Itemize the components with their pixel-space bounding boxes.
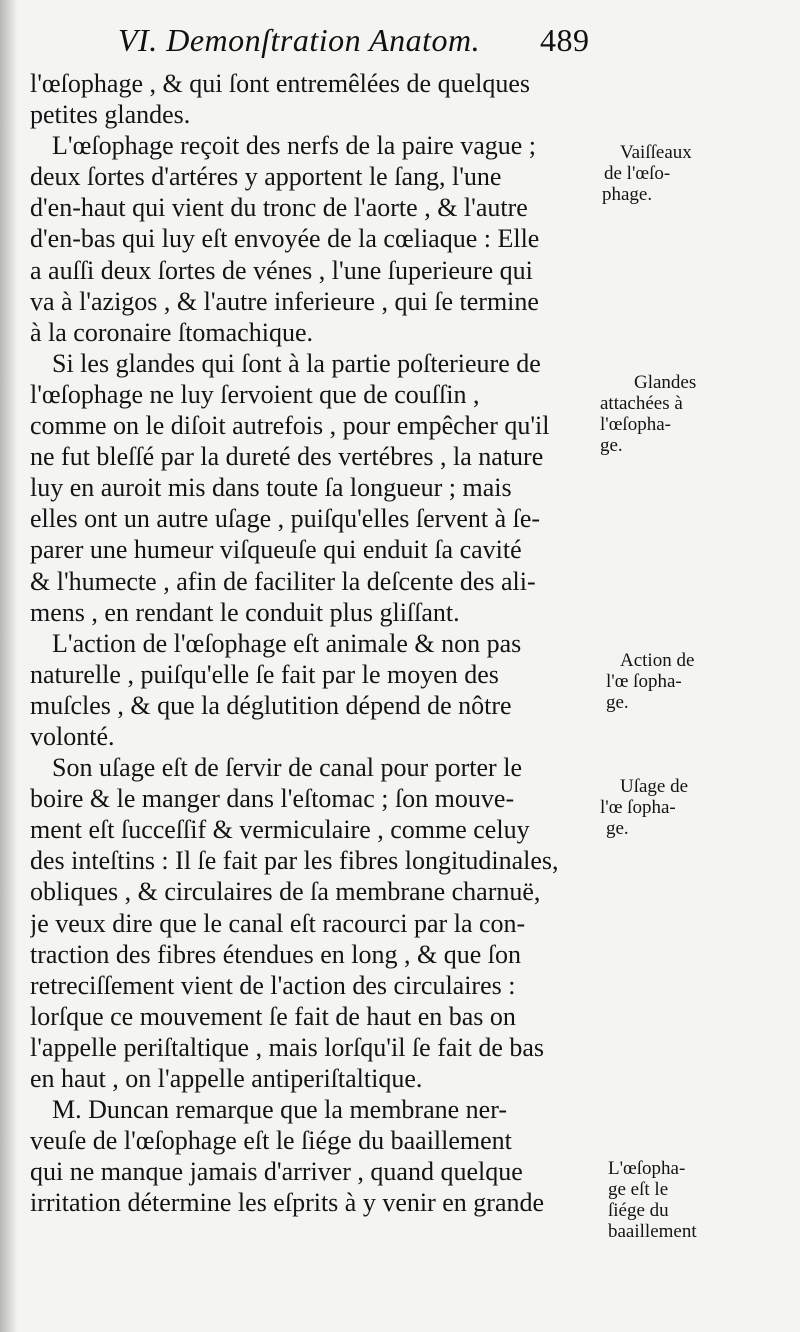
text-line: en haut , on l'appelle antiperiſtaltique. [30,1064,423,1093]
text-line: boire & le manger dans l'eſtomac ; ſon mouve- [30,784,515,814]
text-line: L'œſophage reçoit des nerfs de la paire vague ; [52,131,537,161]
margin-note-line: de l'œſo- [604,163,671,184]
text-line: ne fut bleſſé par la dureté des vertébres , la nature [30,442,544,472]
margin-note-line: ge eſt le [608,1179,669,1200]
margin-note-line: l'œ ſopha- [606,671,682,692]
margin-note-line: baaillement [608,1221,697,1242]
margin-note [600,1158,796,1242]
text-line: Son uſage eſt de ſervir de canal pour porter le [52,753,522,783]
text-line: des inteſtins : Il ſe fait par les fibres longitudinales, [30,846,559,876]
text-line: irritation détermine les eſprits à y venir en grande [30,1188,545,1218]
text-line: d'en-bas qui luy eſt envoyée de la cœliaque : Elle [30,224,540,254]
margin-note-line: ſiége du [608,1200,669,1221]
text-line: naturelle , puiſqu'elle ſe fait par le moyen des [30,659,499,689]
text-line: ment eſt ſucceſſif & vermiculaire , comme celuy [30,815,530,845]
text-line: M. Duncan remarque que la membrane ner- [52,1095,507,1125]
text-line: luy en auroit mis dans toute ſa longueur ; mais [30,473,512,503]
margin-note-line: ge. [606,692,629,713]
text-line: obliques , & circulaires de ſa membrane charnuë, [30,877,541,907]
text-line: elles ont un autre uſage , puiſqu'elles ſervent à ſe- [30,504,541,534]
text-line: mens , en rendant le conduit plus gliſſant. [30,597,460,627]
margin-note-line: ge. [606,818,629,839]
margin-note-line: Action de [620,650,695,671]
margin-note [600,776,796,839]
text-line: Si les glandes qui ſont à la partie poſterieure de [52,348,541,378]
text-line: d'en-haut qui vient du tronc de l'aorte , & l'autre [30,193,528,223]
margin-note [600,372,796,456]
margin-note-line: Glandes [634,372,697,393]
running-head-title: VI. Demonſtration Anatom. [118,22,481,58]
margin-note-line: Vaiſſeaux [620,142,692,163]
text-line: lorſque ce mouvement ſe fait de haut en bas on [30,1001,516,1031]
margin-note [600,650,796,713]
text-line: va à l'azigos , & l'autre inferieure , qui ſe termine [30,286,539,316]
text-line: veuſe de l'œſophage eſt le ſiége du baaillement [30,1126,512,1156]
text-line: parer une humeur viſqueuſe qui enduit ſa cavité [30,535,522,565]
text-line: petites glandes. [30,100,191,130]
text-line: L'action de l'œſophage eſt animale & non pas [52,628,522,658]
text-line: volonté. [30,721,115,751]
margin-note-line: Uſage de [620,776,689,797]
margin-note-line: ge. [600,435,623,456]
text-line: comme on le diſoit autrefois , pour empêcher qu'il [30,411,550,441]
margin-note-line: l'œſopha- [600,414,671,435]
text-line: l'œſophage , & qui ſont entremêlées de quelques [30,69,530,98]
text-line: retreciſſement vient de l'action des circulaires : [30,970,516,1000]
text-line: qui ne manque jamais d'arriver , quand quelque [30,1157,523,1187]
text-line: à la coronaire ſtomachique. [30,317,313,347]
margin-note-line: attachées à [600,393,683,414]
text-line: a auſſi deux ſortes de vénes , l'une ſuperieure qui [30,255,533,285]
text-line: muſcles , & que la déglutition dépend de nôtre [30,690,512,720]
margin-note-line: L'œſopha- [608,1158,686,1179]
margin-note-line: l'œ ſopha- [600,797,676,818]
margin-note [600,142,796,205]
text-line: traction des fibres étendues en long , & que ſon [30,939,521,969]
text-line: & l'humecte , afin de faciliter la deſcente des ali- [30,566,536,596]
margin-note-line: phage. [602,184,653,205]
page-gutter-shadow [0,0,18,1332]
body-text [30,68,602,1218]
text-line: je veux dire que le canal eſt racourci par la con- [30,908,526,938]
text-line: l'œſophage ne luy ſervoient que de couſſin , [30,379,480,409]
running-head [110,22,610,66]
text-line: deux ſortes d'artéres y apportent le ſang, l'une [30,162,502,192]
page-number: 489 [540,22,590,58]
text-line: l'appelle periſtaltique , mais lorſqu'il ſe fait de bas [30,1032,545,1062]
